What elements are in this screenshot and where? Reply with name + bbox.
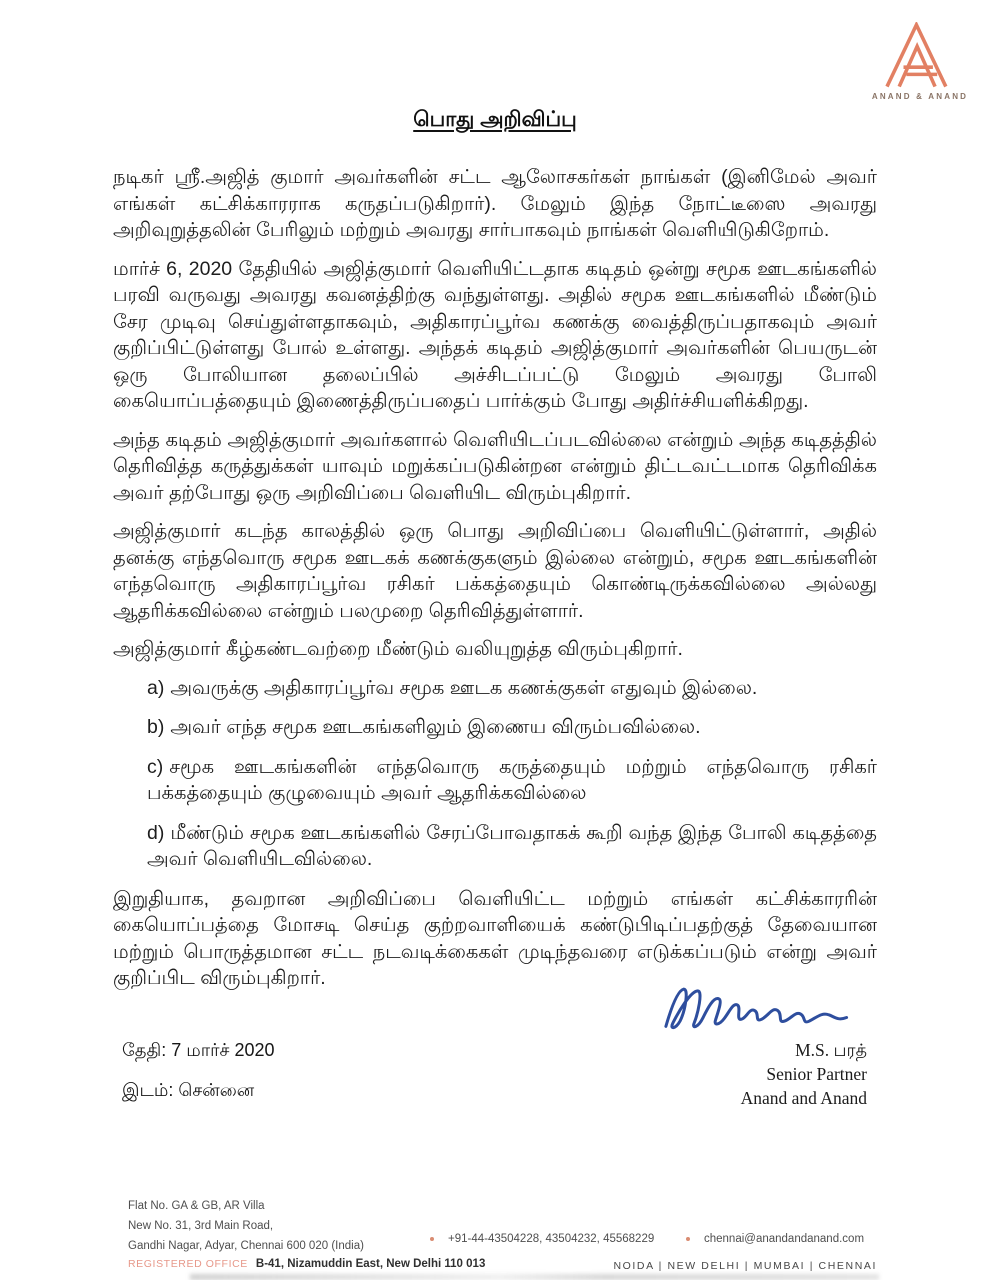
address-line-2: New No. 31, 3rd Main Road, [128,1220,274,1232]
address-line-1: Flat No. GA & GB, AR Villa [128,1200,265,1212]
paragraph-2: மார்ச் 6, 2020 தேதியில் அஜித்குமார் வெளியிட்டதாக கடிதம் ஒன்று சமூக ஊடகங்களில் பரவி வருவது அவரது கவனத்திற்கு வந்துள்ளது. அதில் சமூக ஊடகங்களில் மீண்டும் சேர முடிவு செய்துள்ளதாகவும், அதிகாரப்பூர்வ கணக்கு வைத்திருப்பதாகவும் அவர் குறிப்பிட்டுள்ளது போல் உள்ளது. அந்தக் கடிதம் அஜித்குமார் அவர்களின் பெயருடன் ஒரு போலியான தலைப்பில் அச்சிடப்பட்டு மேலும் அவரது போலி கையொப்பத்தையும் இணைத்திருப்பதைப் பார்க்கும் போது அதிர்ச்சியளிக்கிறது. [113,257,877,412]
list-text-c: சமூக ஊடகங்களின் எந்தவொரு கருத்தையும் மற்றும் எந்தவொரு ரசிகர் பக்கத்தையும் குழுவையும் அவர் ஆதரிக்கவில்லை [147,755,877,804]
office-address-block [128,1196,364,1256]
firm-logo [865,22,975,101]
paragraph-5: அஜித்குமார் கீழ்கண்டவற்றை மீண்டும் வலியுறுத்த விரும்புகிறார். [113,638,683,660]
date-line: தேதி: 7 மார்ச் 2020 [122,1040,275,1060]
list-marker-b: b) [147,716,165,738]
firm-wordmark: ANAND & ANAND [871,92,969,101]
list-item-b [147,714,877,741]
email-bullet-icon [686,1237,690,1241]
list-item-d [147,820,877,873]
signatory-title: Senior Partner [766,1064,867,1084]
letter-content [113,108,877,1004]
handwritten-signature-image [653,975,863,1037]
office-cities: NOIDA | NEW DELHI | MUMBAI | CHENNAI [613,1260,877,1272]
list-text-a: அவருக்கு அதிகாரப்பூர்வ சமூக ஊடக கணக்குகள் எதுவும் இல்லை. [170,676,758,699]
phone-numbers: +91-44-43504228, 43504232, 45568229 [448,1233,655,1245]
date-place-block [122,1040,275,1120]
registered-office-address: B-41, Nizamuddin East, New Delhi 110 013 [255,1258,486,1270]
signature-block [637,975,867,1109]
list-marker-a: a) [147,676,165,699]
registered-office-label: REGISTERED OFFICE [128,1258,248,1270]
paragraph-4: அஜித்குமார் கடந்த காலத்தில் ஒரு பொது அறிவிப்பை வெளியிட்டுள்ளார், அதில் தனக்கு எந்தவொரு சமூக ஊடகக் கணக்குகளும் இல்லை என்றும், சமூக ஊடகங்களின் எந்தவொரு அதிகாரப்பூர்வ ரசிகர் பக்கத்தையும் கொண்டிருக்கவில்லை அல்லது ஆதரிக்கவில்லை என்றும் பலமுறை தெரிவித்துள்ளார். [113,520,877,622]
place-line: இடம்: சென்னை [122,1080,255,1100]
email-row [686,1233,864,1245]
list-text-b: அவர் எந்த சமூக ஊடகங்களிலும் இணைய விரும்பவில்லை. [170,716,701,738]
email-address: chennai@anandandanand.com [704,1233,865,1245]
list-marker-d: d) [147,821,165,844]
document-title: பொது அறிவிப்பு [413,108,577,131]
signatory-name: M.S. பரத் [795,1040,867,1060]
paragraph-3: அந்த கடிதம் அஜித்குமார் அவர்களால் வெளியிடப்படவில்லை என்றும் அந்த கடிதத்தில் தெரிவித்த கருத்துக்கள் யாவும் மறுக்கப்படுகின்றன என்றும் திட்டவட்டமாக தெரிவிக்க அவர் தற்போது ஒரு அறிவிப்பை வெளியிட விரும்புகிறார். [113,428,877,504]
assertion-list [147,675,877,873]
list-item-a [147,675,877,702]
anand-a-logo-icon [881,22,959,88]
signatory-firm: Anand and Anand [740,1088,867,1108]
registered-office-row [128,1258,485,1270]
closing-paragraph: இறுதியாக, தவறான அறிவிப்பை வெளியிட்ட மற்றும் எங்கள் கட்சிக்காரரின் கையொப்பத்தை மோசடி செய்த குற்றவாளியைக் கண்டுபிடிப்பதற்குத் தேவையான மற்றும் பொருத்தமான சட்ட நடவடிக்கைகள் முடிந்தவரை எடுக்கப்படும் என்று அவர் குறிப்பிட விரும்புகிறார். [113,887,877,989]
scan-artifact [190,1274,879,1280]
list-marker-c: c) [147,755,164,778]
list-text-d: மீண்டும் சமூக ஊடகங்களில் சேரப்போவதாகக் கூறி வந்த இந்த போலி கடிதத்தை அவர் வெளியிடவில்லை. [147,821,877,870]
list-item-c [147,754,877,807]
address-line-3: Gandhi Nagar, Adyar, Chennai 600 020 (India) [128,1240,364,1252]
phone-row [430,1233,654,1245]
phone-bullet-icon [430,1237,434,1241]
paragraph-1: நடிகர் ஸ்ரீ.அஜித் குமார் அவர்களின் சட்ட ஆலோசகர்கள் நாங்கள் (இனிமேல் அவர் எங்கள் கட்சிக்காரராக கருதப்படுகிறார்). மேலும் இந்த நோட்டீஸை அவரது அறிவுறுத்தலின் பேரிலும் மற்றும் அவரது சார்பாகவும் நாங்கள் வெளியிடுகிறோம். [113,166,877,241]
